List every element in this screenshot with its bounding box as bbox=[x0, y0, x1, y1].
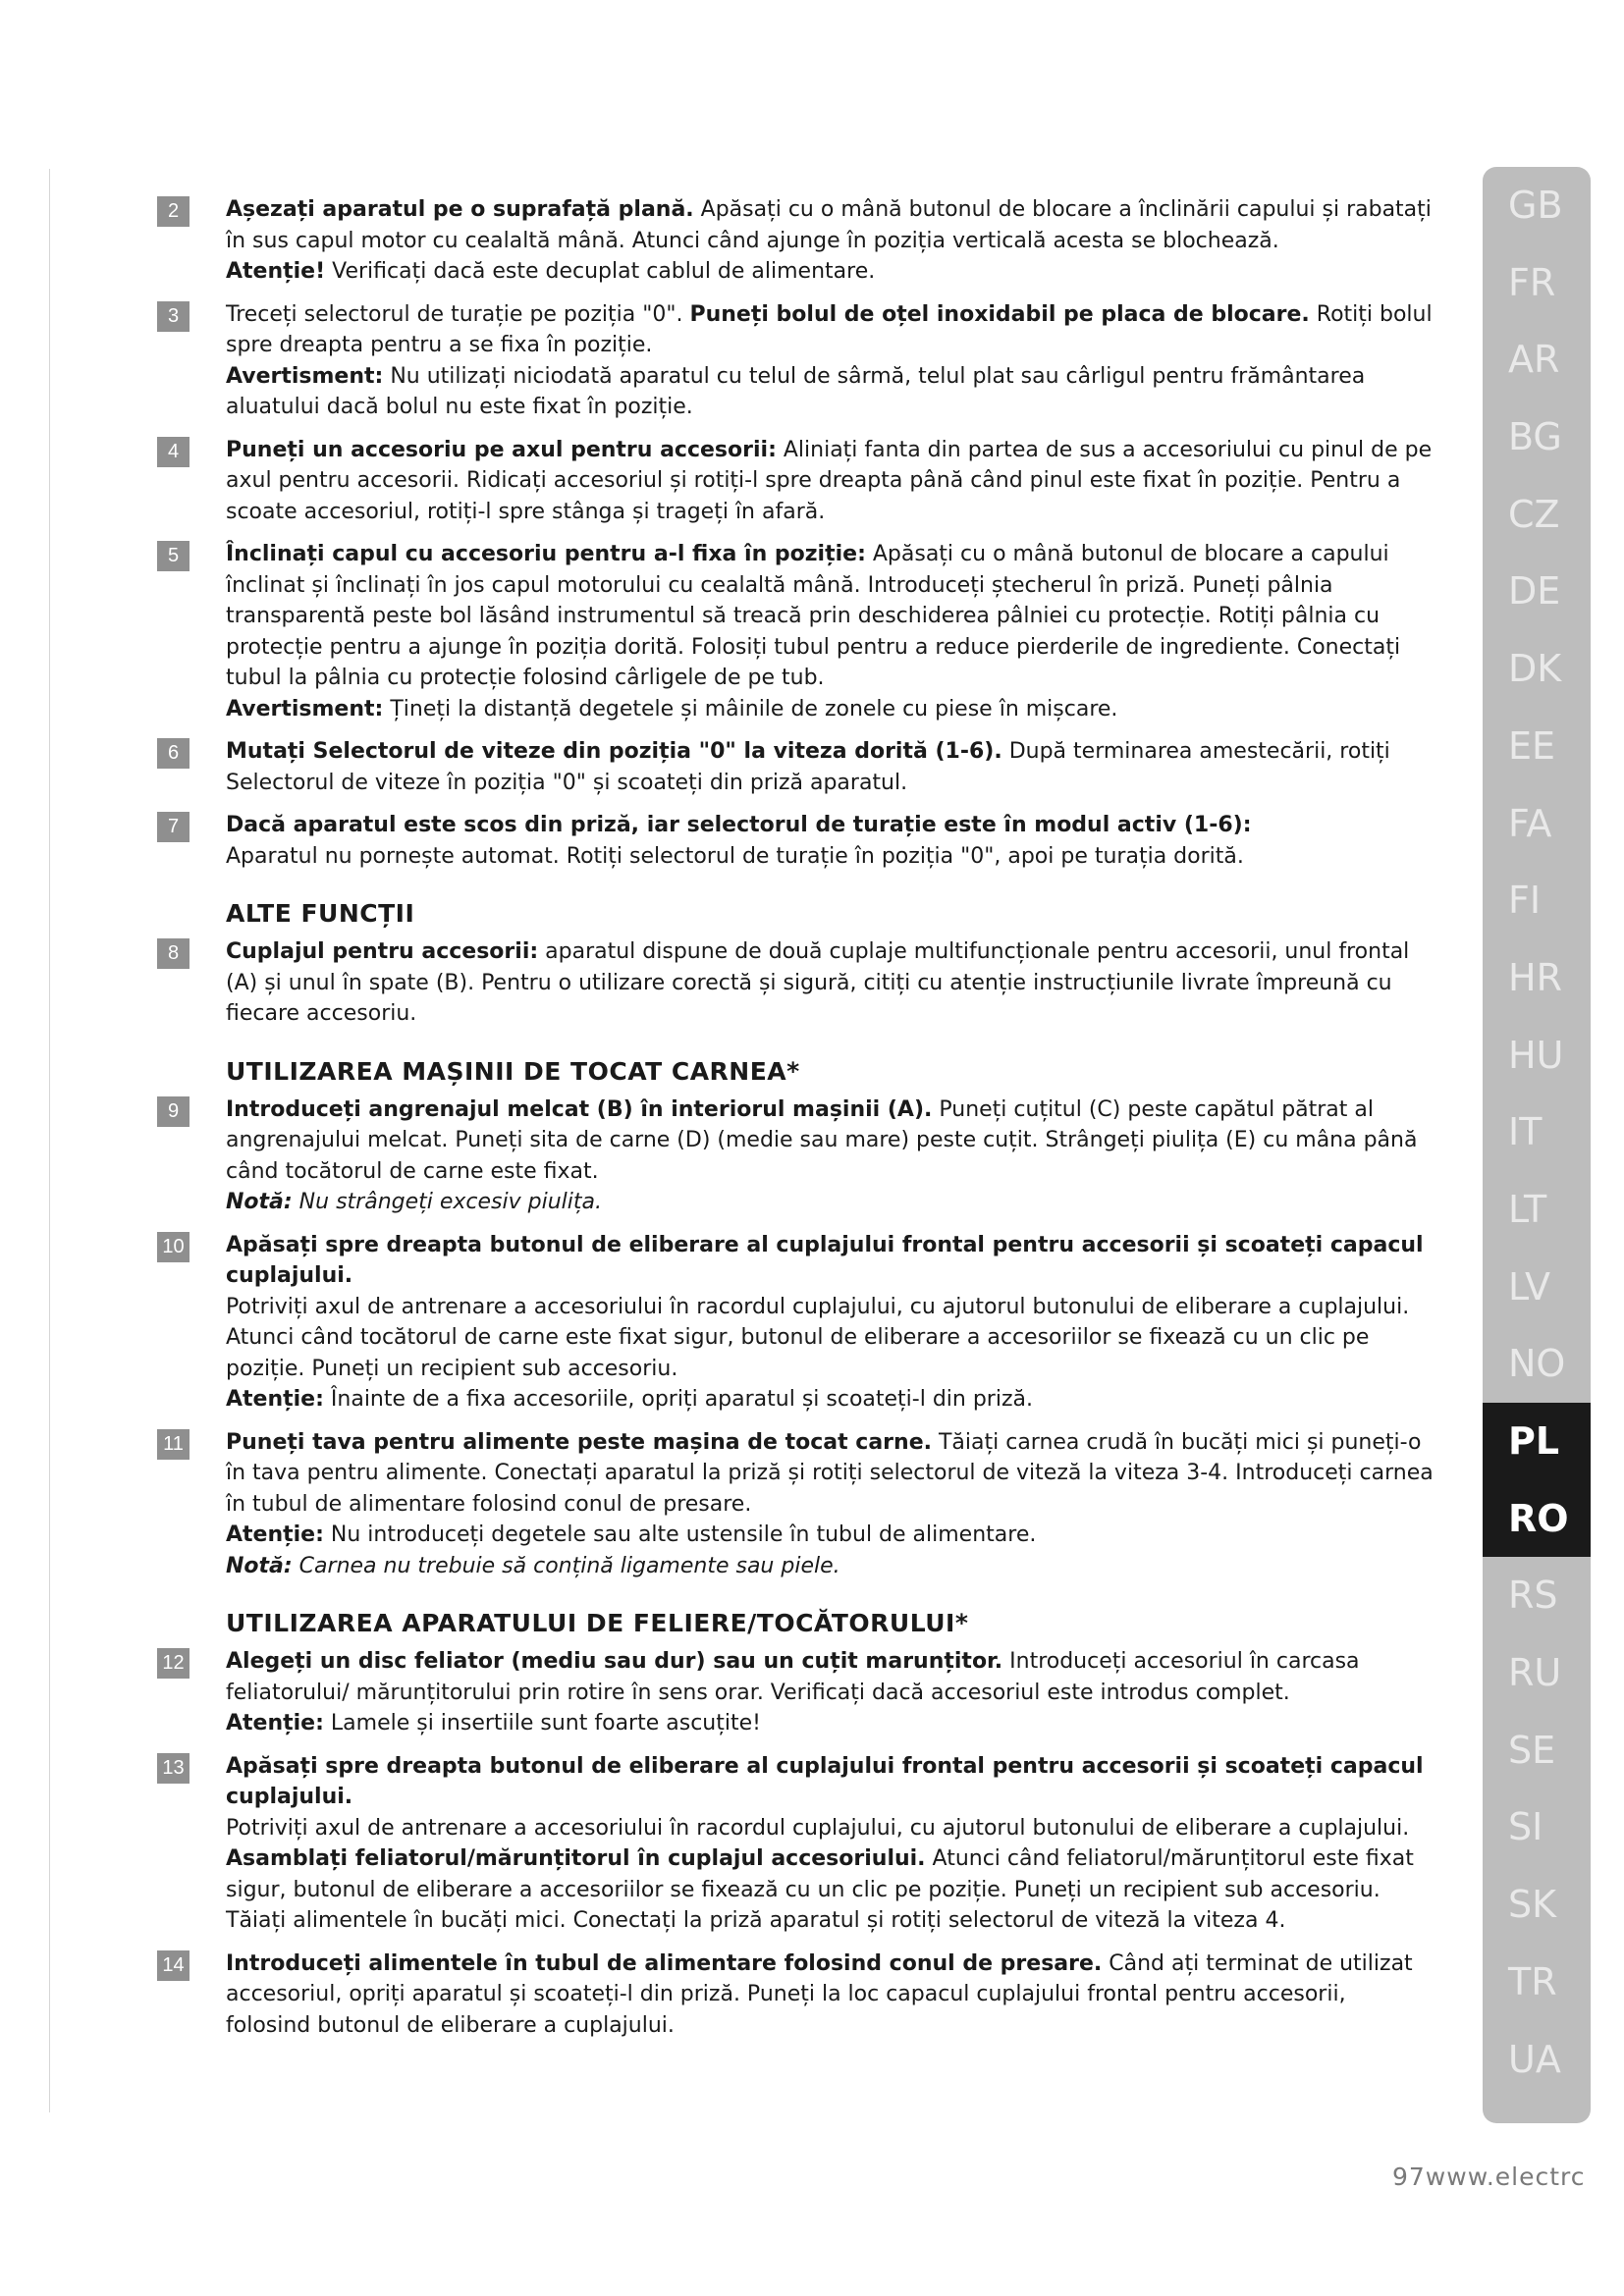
step-number-badge: 5 bbox=[157, 541, 189, 571]
step-paragraph bbox=[226, 810, 1434, 841]
instruction-step bbox=[157, 539, 1434, 724]
language-tab-hu[interactable]: HU bbox=[1508, 1033, 1564, 1077]
instruction-step bbox=[157, 1095, 1434, 1218]
step-text: Țineți la distanță degetele și mâinile de zonele cu piese în mișcare. bbox=[383, 696, 1118, 721]
step-text: Lamele și insertiile sunt foarte ascuțite! bbox=[323, 1711, 761, 1735]
language-tab-bg[interactable]: BG bbox=[1508, 415, 1562, 459]
step-paragraph bbox=[226, 1292, 1434, 1323]
step-paragraph bbox=[226, 841, 1434, 873]
step-text: Treceți selectorul de turație pe poziția "0". bbox=[226, 301, 690, 327]
step-text: Apăsați cu o mână butonul de blocare a capului înclinat și înclinați în jos capul motorului cu cealaltă mână. Introduceți ștecherul în priză. Puneți pâlnia transparentă peste bol lăsând instrumentul să treacă prin deschiderea pâlniei cu protecție. Rotiți pâlnia cu protecție pentru a ajunge în poziția dorită. Folosiți tubul pentru a reduce pierderile de ingrediente. Conectați tubul la pâlnia cu protecție folosind cârligele de pe tub. bbox=[226, 542, 1401, 690]
step-text: Carnea nu trebuie să conțină ligamente sau piele. bbox=[292, 1553, 840, 1578]
step-number-badge: 8 bbox=[157, 938, 189, 969]
step-text: Notă: bbox=[226, 1190, 293, 1214]
step-paragraph bbox=[226, 1187, 1434, 1218]
language-tab-ar[interactable]: AR bbox=[1508, 338, 1560, 382]
step-text: Înclinați capul cu accesoriu pentru a-l fixa în poziție: bbox=[226, 542, 866, 566]
step-text: Potriviți axul de antrenare a accesoriului în racordul cuplajului, cu ajutorul butonului de eliberare a cuplajului. bbox=[226, 1294, 1410, 1319]
language-tab-lv[interactable]: LV bbox=[1508, 1264, 1550, 1308]
language-tab-cz[interactable]: CZ bbox=[1508, 492, 1560, 536]
language-tab-gb[interactable]: GB bbox=[1508, 184, 1563, 227]
step-paragraph bbox=[226, 194, 1434, 256]
step-paragraph bbox=[226, 936, 1434, 1030]
steps-group-meat-grinder bbox=[157, 1095, 1434, 1582]
step-text: Puneți bolul de oțel inoxidabil pe placa de blocare. bbox=[689, 301, 1310, 327]
step-text: Înainte de a fixa accesoriile, opriți aparatul și scoateți-l din priză. bbox=[323, 1387, 1033, 1412]
language-tab-it[interactable]: IT bbox=[1508, 1110, 1543, 1154]
step-text: După terminarea amestecării, rotiți Selectorul de viteze în poziția "0" și scoateți din priză aparatul. bbox=[226, 739, 1390, 795]
step-text: Atunci când feliatorul/mărunțitorul este fixat sigur, butonul de eliberare a accesoriilor se fixează cu un clic pe poziție. Puneți un recipient sub accesoriu. Tăiați alimentele în bucăți mici. Conectați la priză aparatul și rotiți selectorul de viteză la viteza 4. bbox=[226, 1846, 1414, 1933]
page-left-rule bbox=[49, 169, 50, 2112]
instruction-step bbox=[157, 299, 1434, 423]
step-text: Avertisment: bbox=[226, 363, 384, 389]
step-paragraph bbox=[226, 1427, 1434, 1521]
step-text: Puneți un accesoriu pe axul pentru accesorii: bbox=[226, 437, 777, 462]
language-tab-no[interactable]: NO bbox=[1508, 1342, 1566, 1386]
step-number-badge: 12 bbox=[157, 1648, 189, 1679]
steps-group-other-functions bbox=[157, 936, 1434, 1030]
language-tab-dk[interactable]: DK bbox=[1508, 647, 1562, 691]
language-tab-lt[interactable]: LT bbox=[1508, 1187, 1547, 1231]
instruction-step bbox=[157, 1230, 1434, 1415]
step-paragraph bbox=[226, 694, 1434, 725]
step-text: Atunci când tocătorul de carne este fixat sigur, butonul de eliberare a accesoriilor se fixează cu un clic pe poziție. Puneți un recipient sub accesoriu. bbox=[226, 1325, 1370, 1381]
instruction-step bbox=[157, 736, 1434, 798]
step-paragraph bbox=[226, 539, 1434, 694]
step-text: Puneți cuțitul (C) peste capătul pătrat al angrenajului melcat. Puneți sita de carne (D) (medie sau mare) peste cuțit. Strângeți piulița (E) cu mâna până când tocătorul de carne este fixat. bbox=[226, 1096, 1418, 1184]
step-paragraph bbox=[226, 1813, 1434, 1844]
step-number-badge: 2 bbox=[157, 196, 189, 227]
step-paragraph bbox=[226, 435, 1434, 528]
step-text: Așezați aparatul pe o suprafață plană. bbox=[226, 197, 694, 222]
step-paragraph bbox=[226, 1646, 1434, 1708]
step-text: Atenție: bbox=[226, 1387, 324, 1412]
language-tab-tr[interactable]: TR bbox=[1508, 1959, 1557, 2003]
instruction-step bbox=[157, 810, 1434, 872]
step-number-badge: 9 bbox=[157, 1096, 189, 1127]
step-text: Atenție! bbox=[226, 259, 326, 284]
instructions-body bbox=[157, 194, 1434, 2053]
step-text: Tăiați carnea crudă în bucăți mici și puneți-o în tava pentru alimente. Conectați aparatul la priză și rotiți selectorul de viteză la viteza 3-4. Introduceți carnea în tubul de alimentare folosind conul de presare. bbox=[226, 1429, 1434, 1517]
step-number-badge: 14 bbox=[157, 1950, 189, 1981]
section-heading-slicer-shredder: UTILIZAREA APARATULUI DE FELIERE/TOCĂTORULUI* bbox=[226, 1609, 969, 1637]
instruction-step bbox=[157, 1646, 1434, 1739]
step-paragraph bbox=[226, 736, 1434, 798]
step-text: Atenție: bbox=[226, 1522, 324, 1547]
language-tab-ua[interactable]: UA bbox=[1508, 2037, 1561, 2081]
step-text: Puneți tava pentru alimente peste mașina de tocat carne. bbox=[226, 1429, 932, 1455]
step-number-badge: 11 bbox=[157, 1429, 189, 1460]
step-text: Aparatul nu pornește automat. Rotiți selectorul de turație în poziția "0", apoi pe turația dorită. bbox=[226, 843, 1244, 869]
language-tab-ru[interactable]: RU bbox=[1508, 1651, 1562, 1695]
step-text: Rotiți bolul spre dreapta pentru a se fixa în poziție. bbox=[226, 301, 1433, 357]
step-text: Alegeți un disc feliator (mediu sau dur) sau un cuțit marunțitor. bbox=[226, 1649, 1003, 1674]
page-footer: 97www.electrc bbox=[1392, 2163, 1586, 2191]
step-text: Introduceți angrenajul melcat (B) în interiorul mașinii (A). bbox=[226, 1096, 933, 1122]
step-paragraph bbox=[226, 1843, 1434, 1937]
language-tab-de[interactable]: DE bbox=[1508, 569, 1561, 614]
steps-group-slicer-shredder bbox=[157, 1646, 1434, 2041]
step-text: Apăsați spre dreapta butonul de eliberare al cuplajului frontal pentru accesorii și scoateți capacul cuplajului. bbox=[226, 1753, 1424, 1809]
step-paragraph bbox=[226, 1384, 1434, 1415]
language-tab-fr[interactable]: FR bbox=[1508, 260, 1556, 304]
language-tab-strip bbox=[1483, 167, 1591, 2123]
instruction-step bbox=[157, 1949, 1434, 2042]
step-number-badge: 6 bbox=[157, 738, 189, 769]
step-number-badge: 13 bbox=[157, 1753, 189, 1784]
instruction-step bbox=[157, 194, 1434, 288]
step-text: aparatul dispune de două cuplaje multifuncționale pentru accesorii, unul frontal (A) și unul în spate (B). Pentru o utilizare corectă și sigură, citiți cu atenție instrucțiunile livrate împreună cu fiecare accesoriu. bbox=[226, 939, 1410, 1026]
language-tab-pl[interactable]: PL bbox=[1483, 1403, 1591, 1480]
step-text: Asamblați feliatorul/mărunțitorul în cuplajul accesoriului. bbox=[226, 1846, 926, 1871]
step-number-badge: 4 bbox=[157, 437, 189, 467]
step-text: Apăsați cu o mână butonul de blocare a înclinării capului și rabatați în sus capul motor cu cealaltă mână. Atunci când ajunge în poziția verticală acesta se blochează. bbox=[226, 197, 1432, 253]
step-text: Aliniați fanta din partea de sus a accesoriului cu pinul de pe axul pentru accesorii. Ridicați accesoriul și rotiți-l spre dreapta până când pinul este fixat în poziție. Pentru a scoate accesoriul, rotiți-l spre stânga și trageți în afară. bbox=[226, 437, 1433, 524]
step-paragraph bbox=[226, 1551, 1434, 1582]
instruction-step bbox=[157, 435, 1434, 528]
step-text: Atenție: bbox=[226, 1711, 324, 1735]
language-tab-sk[interactable]: SK bbox=[1508, 1883, 1557, 1927]
step-text: Introduceți accesoriul în carcasa feliatorului/ mărunțitorului prin rotire în sens orar. Verificați dacă accesoriul este introdus complet. bbox=[226, 1649, 1360, 1705]
instruction-step bbox=[157, 936, 1434, 1030]
step-text: Când ați terminat de utilizat accesoriul, opriți aparatul și scoateți-l din priză. Puneți la loc capacul cuplajului frontal pentru accesorii, folosind butonul de eliberare a cuplajului. bbox=[226, 1950, 1413, 2038]
language-tab-se[interactable]: SE bbox=[1508, 1728, 1556, 1772]
step-text: Notă: bbox=[226, 1553, 293, 1578]
language-tab-rs[interactable]: RS bbox=[1508, 1574, 1558, 1618]
language-tab-ro[interactable]: RO bbox=[1483, 1480, 1591, 1558]
step-paragraph bbox=[226, 1949, 1434, 2042]
step-text: Nu strângeți excesiv piulița. bbox=[292, 1190, 602, 1214]
step-paragraph bbox=[226, 1230, 1434, 1292]
step-paragraph bbox=[226, 361, 1434, 423]
step-text: Nu utilizați niciodată aparatul cu telul de sârmă, telul plat sau cârligul pentru frământarea aluatului dacă bolul nu este fixat în poziție. bbox=[226, 363, 1366, 419]
step-text: Introduceți alimentele în tubul de alimentare folosind conul de presare. bbox=[226, 1950, 1103, 1976]
step-paragraph bbox=[226, 1520, 1434, 1551]
instruction-step bbox=[157, 1751, 1434, 1937]
language-tab-fa[interactable]: FA bbox=[1508, 801, 1552, 845]
language-tab-fi[interactable]: FI bbox=[1508, 879, 1542, 923]
step-paragraph bbox=[226, 256, 1434, 288]
step-text: Apăsați spre dreapta butonul de eliberare al cuplajului frontal pentru accesorii și scoateți capacul cuplajului. bbox=[226, 1232, 1424, 1288]
step-text: Dacă aparatul este scos din priză, iar selectorul de turație este în modul activ (1-6): bbox=[226, 813, 1252, 837]
step-text: Mutați Selectorul de viteze din poziția "0" la viteza dorită (1-6). bbox=[226, 739, 1002, 764]
step-number-badge: 3 bbox=[157, 301, 189, 332]
instruction-step bbox=[157, 1427, 1434, 1582]
language-tab-ee[interactable]: EE bbox=[1508, 723, 1556, 768]
step-paragraph bbox=[226, 299, 1434, 361]
steps-group-setup bbox=[157, 194, 1434, 872]
step-paragraph bbox=[226, 1322, 1434, 1384]
step-text: Cuplajul pentru accesorii: bbox=[226, 939, 539, 964]
step-paragraph bbox=[226, 1751, 1434, 1813]
step-text: Potriviți axul de antrenare a accesoriului în racordul cuplajului, cu ajutorul butonului de eliberare a cuplajului. bbox=[226, 1815, 1410, 1841]
language-tab-hr[interactable]: HR bbox=[1508, 955, 1562, 999]
language-tab-si[interactable]: SI bbox=[1508, 1805, 1543, 1849]
step-number-badge: 10 bbox=[157, 1232, 189, 1262]
section-heading-other-functions: ALTE FUNCȚII bbox=[226, 899, 415, 928]
section-heading-meat-grinder: UTILIZAREA MAȘINII DE TOCAT CARNEA* bbox=[226, 1056, 800, 1086]
step-paragraph bbox=[226, 1095, 1434, 1188]
step-number-badge: 7 bbox=[157, 812, 189, 842]
step-text: Avertisment: bbox=[226, 696, 384, 721]
step-text: Verificați dacă este decuplat cablul de alimentare. bbox=[325, 259, 876, 284]
step-paragraph bbox=[226, 1708, 1434, 1739]
step-text: Nu introduceți degetele sau alte ustensile în tubul de alimentare. bbox=[323, 1522, 1037, 1547]
